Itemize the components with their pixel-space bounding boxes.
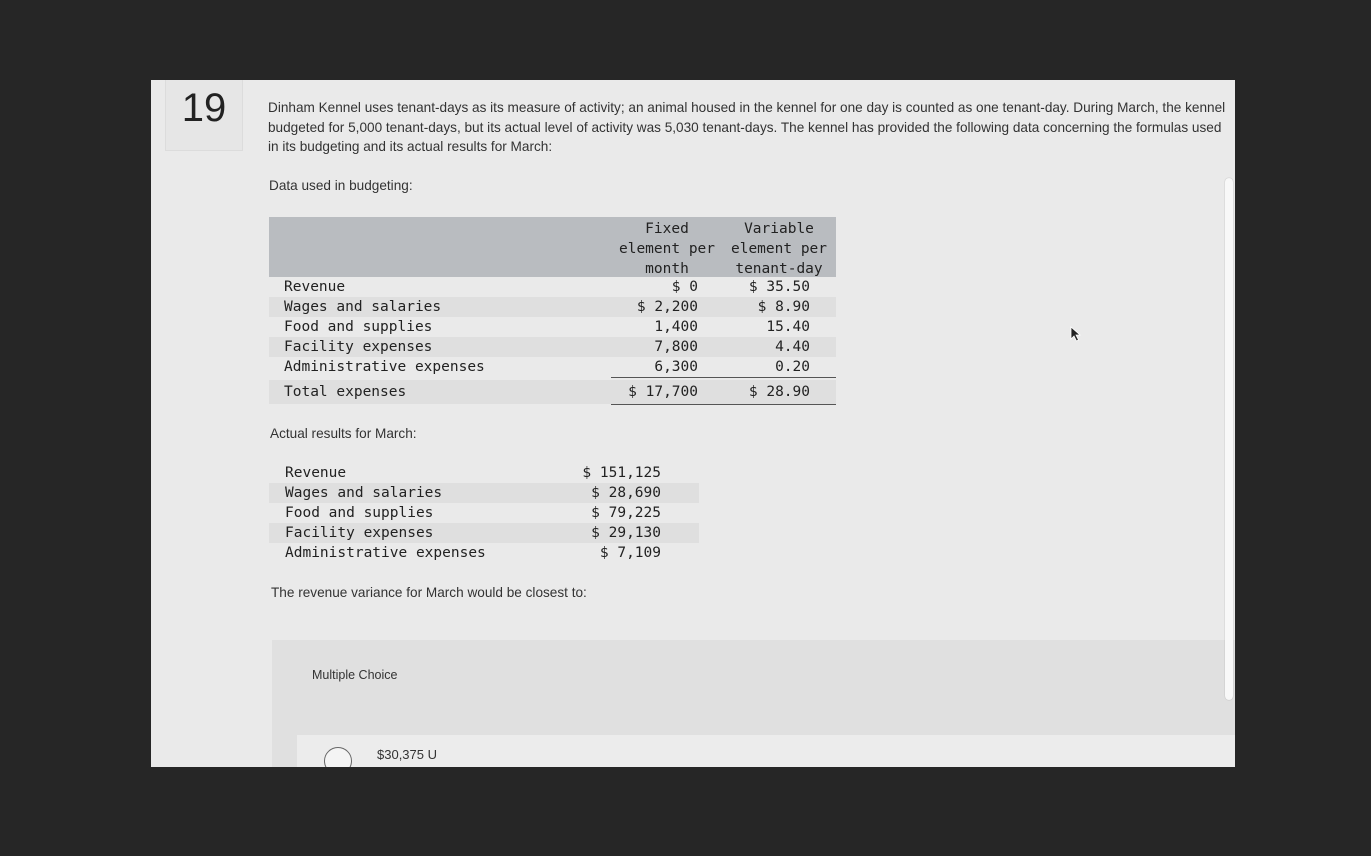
variable-value: $ 8.90 bbox=[757, 299, 810, 315]
table-row bbox=[269, 337, 836, 357]
fixed-column-header bbox=[617, 219, 717, 279]
multiple-choice-label: Multiple Choice bbox=[312, 668, 398, 682]
amount-value: $ 29,130 bbox=[591, 525, 661, 541]
row-label: Facility expenses bbox=[284, 339, 433, 355]
table-row bbox=[269, 483, 699, 503]
row-label: Administrative expenses bbox=[284, 359, 485, 375]
table-row bbox=[269, 357, 836, 377]
table-row bbox=[269, 317, 836, 337]
row-label: Food and supplies bbox=[285, 505, 434, 521]
fixed-value: $ 2,200 bbox=[636, 299, 698, 315]
question-text: Dinham Kennel uses tenant-days as its measure of activity; an animal housed in the kennel for one day is counted as one tenant-day. During March, the kennel budgeted for 5,000 tenant-days, but its actual level of activity was 5,030 tenant-days. The kennel has provided the following data concerning the formulas used in its budgeting and its actual results for March: bbox=[268, 100, 1226, 154]
row-label: Revenue bbox=[284, 279, 346, 295]
question-prompt: The revenue variance for March would be closest to: bbox=[271, 585, 587, 600]
amount-value: $ 28,690 bbox=[591, 485, 661, 501]
fixed-value: 7,800 bbox=[654, 339, 698, 355]
amount-value: $ 7,109 bbox=[599, 545, 661, 561]
multiple-choice-panel bbox=[272, 640, 1235, 767]
fixed-value: 1,400 bbox=[654, 319, 698, 335]
amount-value: $ 79,225 bbox=[591, 505, 661, 521]
variable-column-header bbox=[729, 219, 829, 279]
total-rule bbox=[611, 404, 836, 405]
variable-value: 15.40 bbox=[766, 319, 810, 335]
total-variable-value: $ 28.90 bbox=[748, 384, 810, 400]
row-label: Wages and salaries bbox=[284, 299, 442, 315]
question-number: 19 bbox=[181, 86, 227, 130]
variable-header-line-3: tenant-day bbox=[735, 261, 823, 277]
fixed-value: 6,300 bbox=[654, 359, 698, 375]
variable-header-line-1: Variable bbox=[744, 221, 814, 237]
subtotal-rule bbox=[611, 377, 836, 378]
row-label: Administrative expenses bbox=[285, 545, 486, 561]
radio-button[interactable] bbox=[324, 747, 352, 767]
total-fixed-value: $ 17,700 bbox=[628, 384, 698, 400]
mouse-cursor-icon bbox=[1070, 326, 1082, 342]
fixed-header-line-3: month bbox=[645, 261, 689, 277]
table-row bbox=[269, 277, 836, 297]
table-row bbox=[269, 503, 699, 523]
amount-value: $ 151,125 bbox=[582, 465, 661, 481]
fixed-header-line-2: element per bbox=[618, 241, 716, 257]
total-label: Total expenses bbox=[284, 384, 407, 400]
fixed-value: $ 0 bbox=[671, 279, 698, 295]
scrollbar[interactable] bbox=[1225, 178, 1233, 700]
row-label: Food and supplies bbox=[284, 319, 433, 335]
answer-option[interactable] bbox=[297, 735, 1235, 767]
budget-table-header bbox=[269, 217, 836, 277]
fixed-header-line-1: Fixed bbox=[645, 221, 689, 237]
option-text: $30,375 U bbox=[377, 747, 437, 762]
variable-value: $ 35.50 bbox=[748, 279, 810, 295]
table-row bbox=[269, 523, 699, 543]
quiz-screen bbox=[151, 80, 1235, 767]
table-row bbox=[269, 543, 699, 563]
actual-section-label: Actual results for March: bbox=[270, 426, 417, 441]
table-row bbox=[269, 463, 699, 483]
budget-section-label: Data used in budgeting: bbox=[269, 178, 413, 193]
question-number-box bbox=[165, 80, 243, 151]
row-label: Wages and salaries bbox=[285, 485, 443, 501]
table-row bbox=[269, 297, 836, 317]
row-label: Revenue bbox=[285, 465, 347, 481]
variable-header-line-2: element per bbox=[730, 241, 828, 257]
variable-value: 0.20 bbox=[775, 359, 810, 375]
variable-value: 4.40 bbox=[775, 339, 810, 355]
row-label: Facility expenses bbox=[285, 525, 434, 541]
total-row bbox=[269, 380, 836, 404]
